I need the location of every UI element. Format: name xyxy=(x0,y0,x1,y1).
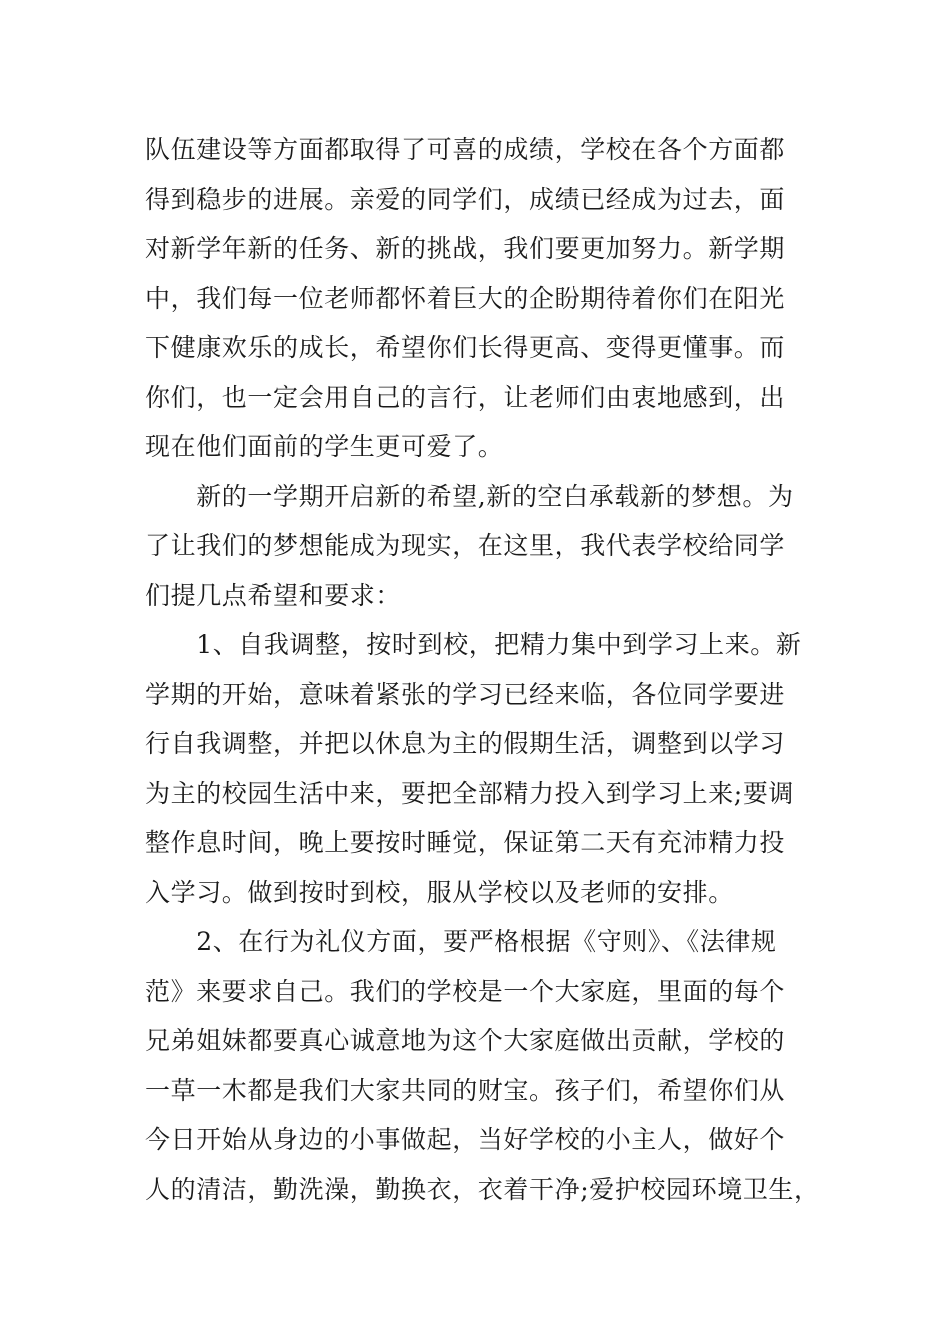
text-line: 今日开始从身边的小事做起，当好学校的小主人，做好个 xyxy=(145,1125,786,1154)
text-line: 1、自我调整，按时到校，把精力集中到学习上来。新 xyxy=(145,630,802,659)
text-line: 新的一学期开启新的希望,新的空白承载新的梦想。为 xyxy=(145,481,794,511)
text-line: 为主的校园生活中来，要把全部精力投入到学习上来;要调 xyxy=(145,778,795,808)
text-line: 了让我们的梦想能成为现实，在这里，我代表学校给同学 xyxy=(145,531,786,560)
text-line: 们提几点希望和要求： xyxy=(145,580,402,610)
text-line: 对新学年新的任务、新的挑战，我们要更加努力。新学期 xyxy=(145,234,786,263)
text-line: 兄弟姐妹都要真心诚意地为这个大家庭做出贡献，学校的 xyxy=(145,1026,786,1055)
text-line: 人的清洁，勤洗澡，勤换衣，衣着干净;爱护校园环境卫生， xyxy=(145,1174,820,1204)
text-line: 现在他们面前的学生更可爱了。 xyxy=(145,432,504,461)
text-line: 下健康欢乐的成长，希望你们长得更高、变得更懂事。而 xyxy=(145,333,786,362)
text-line: 范》来要求自己。我们的学校是一个大家庭，里面的每个 xyxy=(145,976,786,1006)
text-line: 中，我们每一位老师都怀着巨大的企盼期待着你们在阳光 xyxy=(145,283,786,313)
text-line: 行自我调整，并把以休息为主的假期生活，调整到以学习 xyxy=(145,729,786,758)
text-line: 队伍建设等方面都取得了可喜的成绩，学校在各个方面都 xyxy=(145,135,786,164)
text-line: 入学习。做到按时到校，服从学校以及老师的安排。 xyxy=(145,877,734,907)
body-text xyxy=(145,125,820,1214)
text-line: 学期的开始，意味着紧张的学习已经来临，各位同学要进 xyxy=(145,679,786,709)
text-line: 得到稳步的进展。亲爱的同学们，成绩已经成为过去，面 xyxy=(145,184,786,214)
text-line: 一草一木都是我们大家共同的财宝。孩子们，希望你们从 xyxy=(145,1075,786,1105)
text-line: 2、在行为礼仪方面，要严格根据《守则》、《法律规 xyxy=(145,927,777,956)
text-line: 你们，也一定会用自己的言行，让老师们由衷地感到，出 xyxy=(145,382,786,412)
text-line: 整作息时间，晚上要按时睡觉，保证第二天有充沛精力投 xyxy=(145,828,786,857)
